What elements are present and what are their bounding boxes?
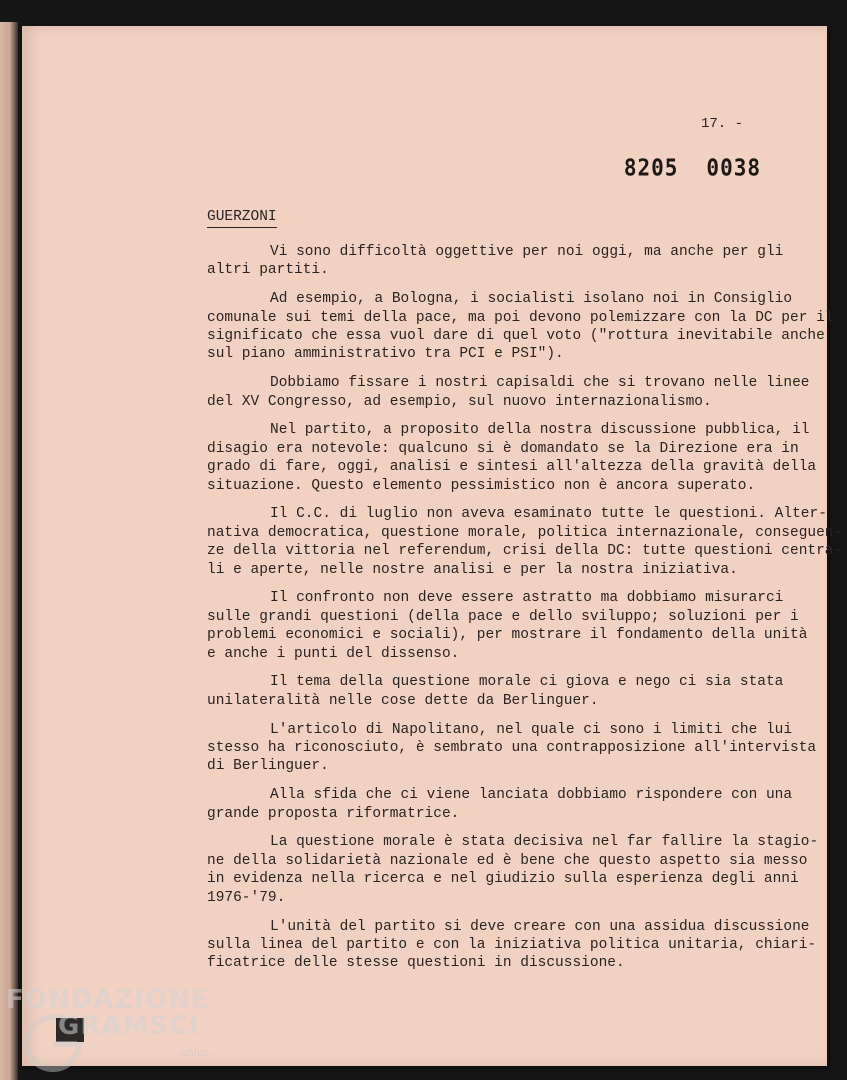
text-line: del XV Congresso, ad esempio, sul nuovo internazionalismo. (207, 393, 712, 410)
page-number: 17. - (700, 116, 743, 132)
watermark-line2: GRAMSCI (58, 1011, 200, 1041)
text-line: grado di fare, oggi, analisi e sintesi all'altezza della gravità della (207, 459, 817, 476)
paragraph (207, 721, 817, 776)
text-line: comunale sui temi della pace, ma poi devono polemizzare con la DC per il (207, 309, 834, 326)
text-line: L'articolo di Napolitano, nel quale ci sono i limiti che lui (270, 721, 793, 738)
speaker-heading: GUERZONI (207, 209, 277, 228)
text-line: ficatrice delle stesse questioni in discussione. (207, 955, 625, 972)
text-line: Vi sono difficoltà oggettive per noi oggi, ma anche per gli (270, 244, 784, 260)
paragraph (207, 374, 810, 411)
text-line: Il C.C. di luglio non aveva esaminato tutte le questioni. Alter- (270, 506, 827, 523)
paragraph (207, 290, 834, 364)
text-line: disagio era notevole: qualcuno si è domandato se la Direzione era in (207, 440, 799, 457)
body-text (207, 243, 843, 983)
text-line: grande proposta riformatrice. (207, 805, 460, 822)
text-line: ze della vittoria nel referendum, crisi della DC: tutte questioni centra- (207, 543, 843, 560)
text-line: altri partiti. (207, 262, 329, 279)
archive-code-b: 0038 (706, 154, 761, 182)
text-line: nativa democratica, questione morale, politica internazionale, conseguen- (207, 524, 843, 541)
paragraph (207, 673, 787, 710)
text-line: L'unità del partito si deve creare con una assidua discussione (270, 918, 810, 935)
text-line: sulla linea del partito e con la iniziativa politica unitaria, chiari- (207, 936, 817, 953)
text-line: Dobbiamo fissare i nostri capisaldi che si trovano nelle linee (270, 375, 810, 392)
archive-code-a: 8205 (623, 154, 679, 182)
paragraph (207, 786, 793, 823)
text-line: stesso ha riconosciuto, è sembrato una contrapposizione all'intervista (207, 740, 817, 757)
text-line: li e aperte, nelle nostre analisi e per la nostra iniziativa. (207, 561, 738, 578)
binder-edge (0, 22, 18, 1080)
text-line: Nel partito, a proposito della nostra discussione pubblica, il (270, 422, 810, 439)
watermark-line1: FONDAZIONE (6, 985, 210, 1015)
text-line: significato che essa vuol dare di quel voto ("rottura inevitabile anche (207, 328, 825, 345)
gramsci-logo-icon (22, 1012, 84, 1074)
text-line: situazione. Questo elemento pessimistico non è ancora superato. (207, 477, 756, 494)
text-line: 1976-'79. (207, 889, 286, 906)
paragraph (207, 589, 808, 663)
typewritten-page (22, 26, 843, 1066)
text-line: Il tema della questione morale ci giova e nego ci sia stata (270, 674, 784, 691)
text-line: sul piano amministrativo tra PCI e PSI"). (207, 346, 564, 363)
text-line: sulle grandi questioni (della pace e dello sviluppo; soluzioni per i (207, 608, 799, 625)
text-line: problemi economici e sociali), per mostrare il fondamento della unità (207, 627, 808, 644)
paragraph (207, 243, 787, 280)
paragraph (207, 918, 817, 973)
text-line: Il confronto non deve essere astratto ma dobbiamo misurarci (270, 590, 784, 607)
text-line: ne della solidarietà nazionale ed è bene che questo aspetto sia messo (207, 852, 808, 869)
text-line: in evidenza nella ricerca e nel giudizio sulla esperienza degli anni (207, 871, 799, 888)
text-line: La questione morale è stata decisiva nel far fallire la stagio- (270, 834, 819, 851)
paragraph (207, 421, 817, 495)
watermark-suffix: onlus (180, 1046, 210, 1059)
paragraph (207, 505, 843, 579)
text-line: Alla sfida che ci viene lanciata dobbiamo rispondere con una (270, 787, 793, 804)
paragraph (207, 833, 819, 907)
text-line: Ad esempio, a Bologna, i socialisti isolano noi in Consiglio (270, 291, 793, 308)
archive-code (624, 155, 761, 181)
text-line: di Berlinguer. (207, 758, 329, 775)
text-line: unilateralità nelle cose dette da Berlinguer. (207, 692, 599, 709)
text-line: e anche i punti del dissenso. (207, 645, 460, 662)
